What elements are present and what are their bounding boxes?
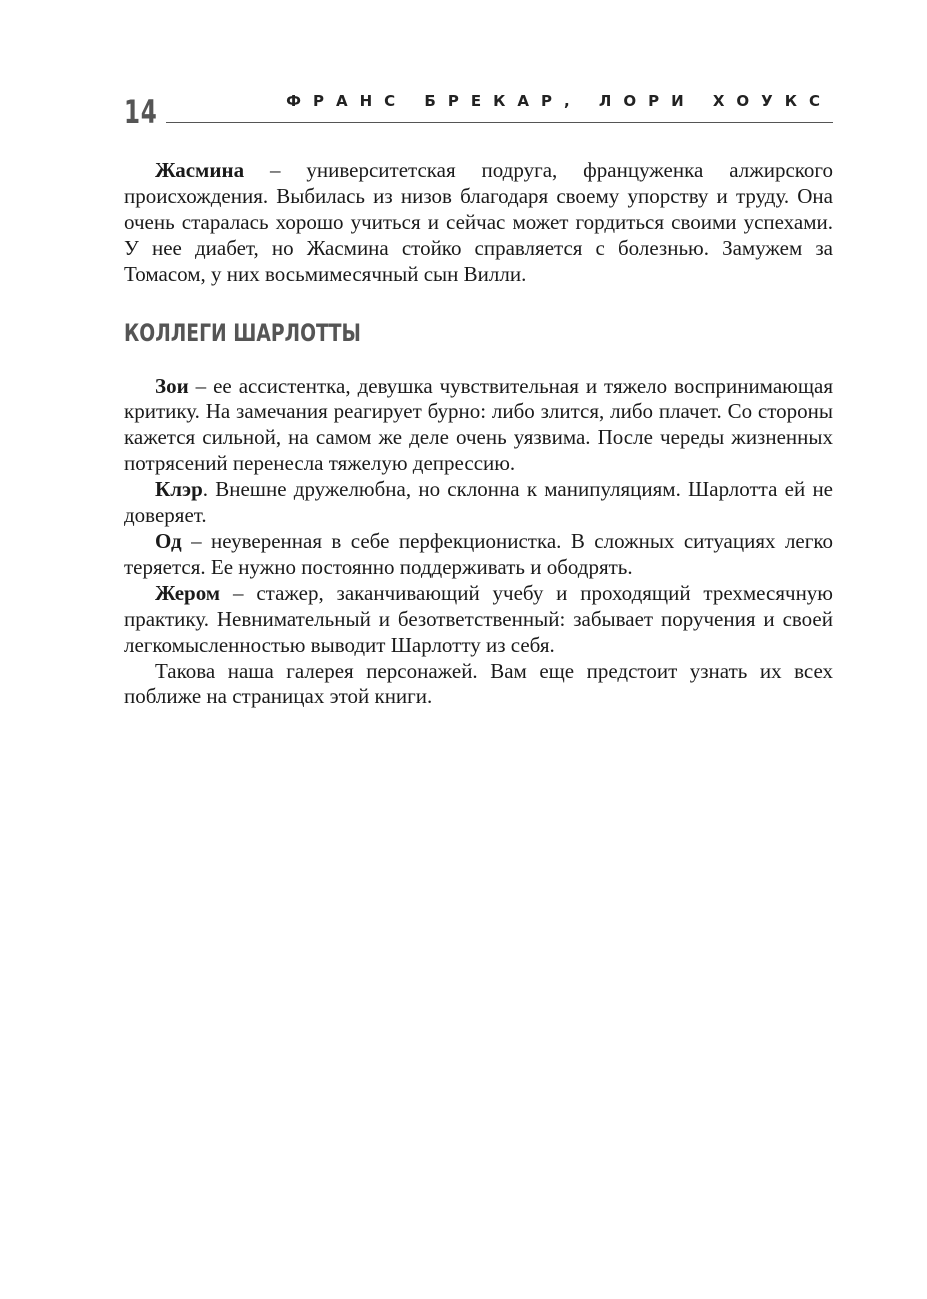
paragraph-claire <box>124 477 833 529</box>
character-description: . Внешне дружелюбна, но склонна к манипуляциям. Шарлотта ей не доверяет. <box>124 477 833 528</box>
character-description: – ее ассистентка, девушка чувствительная и тяжело воспринимающая критику. На замечания реагирует бурно: либо злится, либо плачет. Со стороны кажется сильной, на самом же деле очень уязвима. После череды жизненных потрясений перенесла тяжелую депрессию. <box>124 373 833 476</box>
character-description: – стажер, заканчивающий учебу и проходящий трехмесячную практику. Невнимательный и безответственный: забывает поручения и своей легкомысленностью выводит Шарлотту из себя. <box>124 580 833 657</box>
character-name: Жасмина <box>155 158 245 182</box>
running-title: ФРАНС БРЕКАР, ЛОРИ ХОУКС <box>286 92 832 110</box>
paragraph-od <box>124 529 833 581</box>
paragraph-jerome <box>124 581 833 659</box>
paragraph-jasmina <box>124 158 833 288</box>
character-description: – неуверенная в себе перфекционистка. В сложных ситуациях легко теряется. Ее нужно постоянно поддерживать и ободрять. <box>124 528 833 579</box>
character-name: Зои <box>155 373 189 398</box>
body-text <box>124 158 833 710</box>
page-number: 14 <box>124 93 158 131</box>
character-description: – университетская подруга, француженка алжирского происхождения. Выбилась из низов благодаря своему упорству и труду. Она очень старалась хорошо учиться и сейчас может гордиться своими успехами. У нее диабет, но Жасмина стойко справляется с болезнью. Замужем за Томасом, у них восьмимесячный сын Вилли. <box>124 158 833 286</box>
character-name: Жером <box>155 580 221 605</box>
character-name: Клэр <box>155 477 203 502</box>
header-rule <box>166 122 833 123</box>
section-heading: КОЛЛЕГИ ШАРЛОТТЫ <box>124 318 361 347</box>
character-name: Од <box>155 528 182 553</box>
paragraph-zoi <box>124 374 833 478</box>
paragraph-closing: Такова наша галерея персонажей. Вам еще предстоит узнать их всех поближе на страницах этой книги. <box>124 658 833 709</box>
